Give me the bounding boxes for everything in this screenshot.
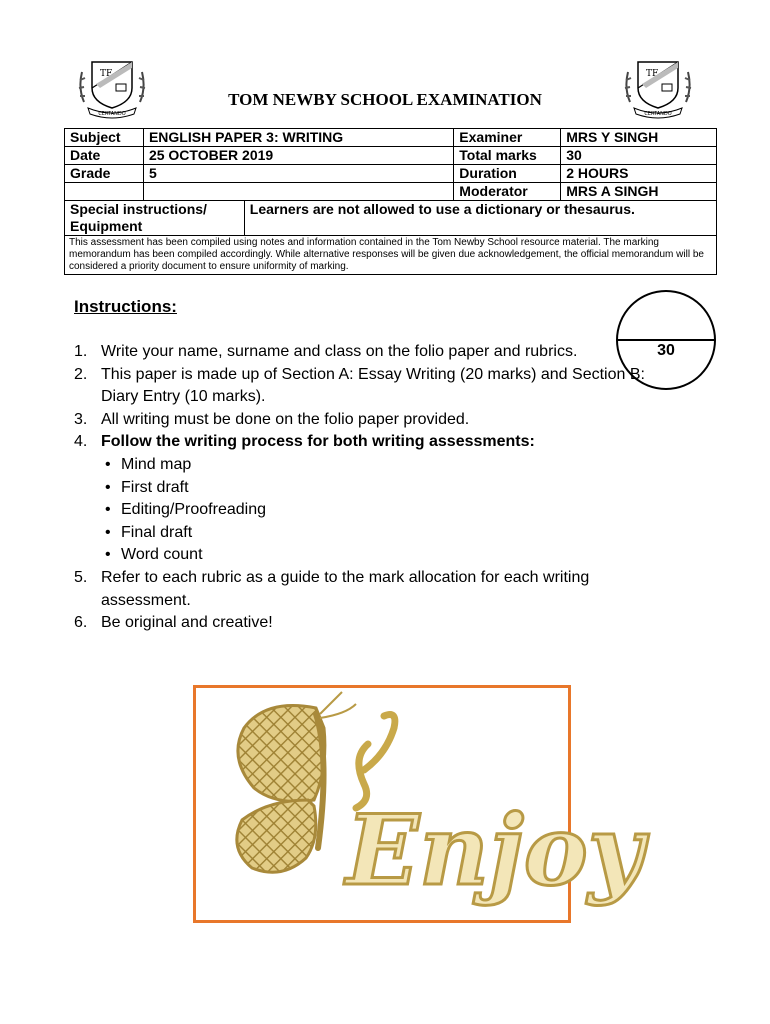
bullet-item: • First draft xyxy=(101,477,674,500)
svg-text:TF: TF xyxy=(100,69,113,79)
item-text: Write your name, surname and class on the folio paper and rubrics. xyxy=(101,343,578,360)
item-number: 2. xyxy=(74,365,88,383)
item-text: Refer to each rubric as a guide to the mark allocation for each writing assessment. xyxy=(101,568,590,609)
table-row xyxy=(65,129,717,147)
item-number: 4. xyxy=(74,433,88,451)
grade-label: Grade xyxy=(65,165,144,183)
empty-cell xyxy=(65,183,144,201)
enjoy-image xyxy=(193,685,644,923)
item-text: Be original and creative! xyxy=(101,614,273,632)
item-text: All writing must be done on the folio paper provided. xyxy=(101,410,470,428)
score-total: 30 xyxy=(657,342,675,359)
list-item xyxy=(74,341,674,364)
item-number: 6. xyxy=(74,614,88,632)
special-instructions-value: Learners are not allowed to use a dictionary or thesaurus. xyxy=(244,201,716,236)
enjoy-word: Enjoy xyxy=(346,794,644,907)
date-value: 25 OCTOBER 2019 xyxy=(143,147,453,165)
total-marks-value: 30 xyxy=(561,147,717,165)
grade-value: 5 xyxy=(143,165,453,183)
bullet-item: • Final draft xyxy=(101,522,674,545)
list-item xyxy=(74,612,674,635)
duration-value: 2 HOURS xyxy=(561,165,717,183)
special-instructions-label: Special instructions/ Equipment xyxy=(65,201,245,236)
item-text: This paper is made up of Section A: Essay Writing (20 marks) and Section B: Diary Entry (10 marks). xyxy=(101,365,645,406)
instructions-heading: Instructions: xyxy=(74,297,177,316)
bullet-item: • Editing/Proofreading xyxy=(101,499,674,522)
list-item xyxy=(74,409,674,432)
crest-motto-left: CERTANDO xyxy=(98,111,126,117)
table-row xyxy=(65,147,717,165)
examiner-value: MRS Y SINGH xyxy=(561,129,717,147)
bullet-item: • Mind map xyxy=(101,454,674,477)
moderator-label: Moderator xyxy=(454,183,561,201)
empty-cell xyxy=(143,183,453,201)
item-number: 1. xyxy=(74,343,88,360)
date-label: Date xyxy=(65,147,144,165)
subject-label: Subject xyxy=(65,129,144,147)
exam-info-table xyxy=(64,128,717,275)
item-number: 5. xyxy=(74,568,88,586)
list-item xyxy=(74,364,674,409)
page-title: TOM NEWBY SCHOOL EXAMINATION xyxy=(228,90,542,109)
butterfly-enjoy-illustration xyxy=(196,688,644,920)
assessment-note: This assessment has been compiled using notes and information contained in the Tom Newby School resource material. The marking memorandum has been compiled accordingly. While alternative responses will be given due acknowledgement, the official memorandum will be considered a priority document to ensure uniformity of marking. xyxy=(65,236,717,275)
butterfly-icon xyxy=(237,692,356,872)
svg-text:TF: TF xyxy=(646,69,659,79)
examiner-label: Examiner xyxy=(454,129,561,147)
table-row xyxy=(65,201,717,236)
school-crest-right xyxy=(620,58,696,120)
total-marks-label: Total marks xyxy=(454,147,561,165)
table-row xyxy=(65,236,717,275)
item-text: Follow the writing process for both writing assessments: xyxy=(101,433,535,451)
school-crest-left xyxy=(74,58,150,120)
list-item xyxy=(74,567,674,612)
list-item xyxy=(74,431,674,567)
table-row xyxy=(65,165,717,183)
subject-value: ENGLISH PAPER 3: WRITING xyxy=(143,129,453,147)
item-number: 3. xyxy=(74,410,88,428)
bullet-item: • Word count xyxy=(101,544,674,567)
duration-label: Duration xyxy=(454,165,561,183)
table-row xyxy=(65,183,717,201)
process-steps-list xyxy=(101,454,674,567)
crest-motto-right: CERTANDO xyxy=(644,111,672,117)
moderator-value: MRS A SINGH xyxy=(561,183,717,201)
instructions-list xyxy=(74,341,674,635)
